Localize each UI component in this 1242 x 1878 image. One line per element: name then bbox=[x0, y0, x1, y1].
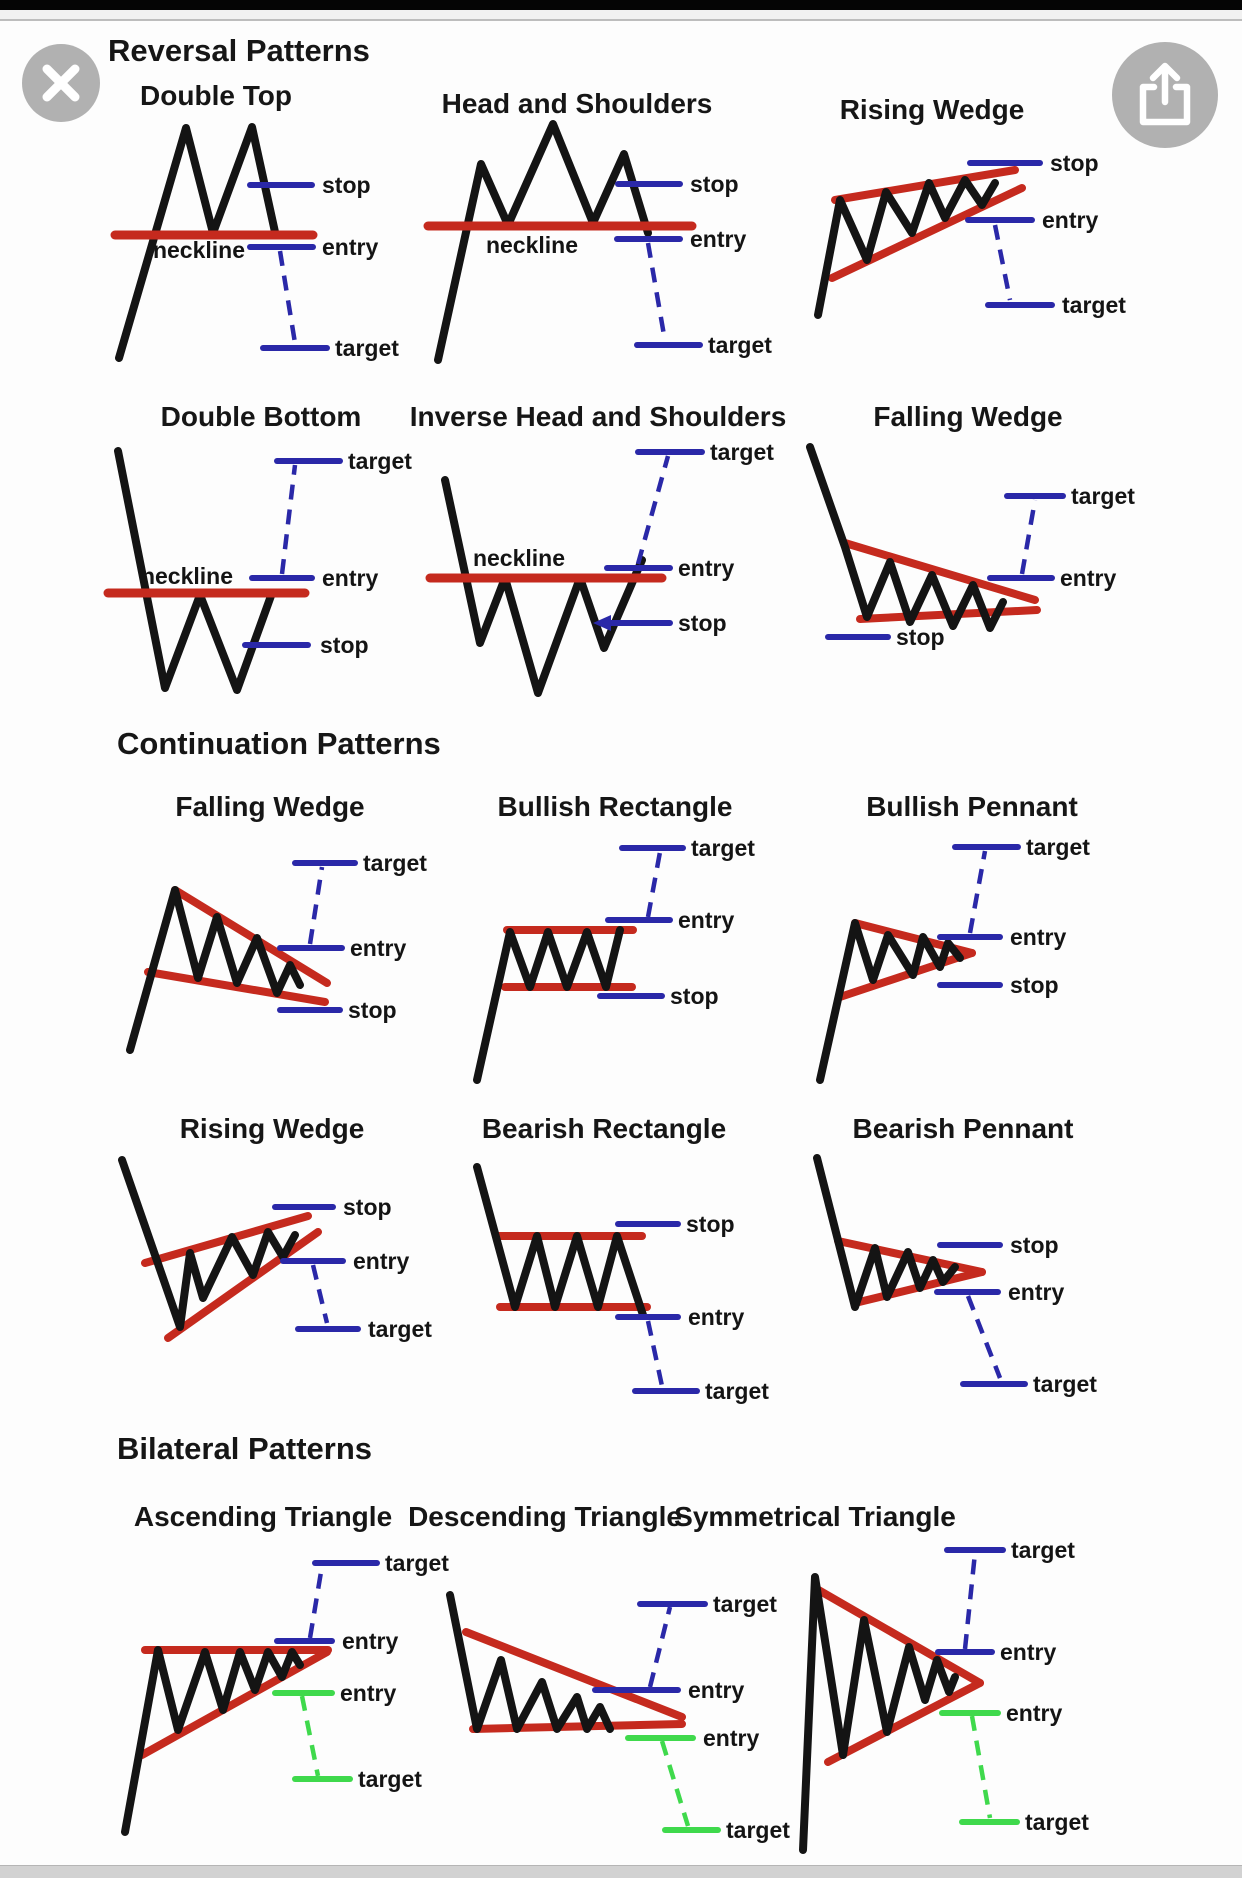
target-label: target bbox=[335, 335, 399, 361]
target-label: target bbox=[710, 439, 774, 465]
stop-label: stop bbox=[322, 172, 371, 198]
target-label: target bbox=[1062, 292, 1126, 318]
pattern-title-descending-triangle: Descending Triangle bbox=[408, 1501, 682, 1532]
falling-wedge-continuation-diagram bbox=[90, 780, 440, 1110]
section-title-bilateral: Bilateral Patterns bbox=[117, 1431, 372, 1466]
pattern-title-head-and-shoulders: Head and Shoulders bbox=[441, 88, 713, 119]
price-line bbox=[130, 890, 300, 1050]
entry-target-connector bbox=[648, 852, 660, 917]
pattern-title-bearish-rectangle: Bearish Rectangle bbox=[481, 1113, 727, 1144]
pattern-title-double-bottom: Double Bottom bbox=[160, 401, 362, 432]
entry-target-connector bbox=[995, 225, 1010, 300]
stop-label: stop bbox=[690, 171, 739, 197]
target-down-label: target bbox=[726, 1817, 790, 1843]
target-label: target bbox=[691, 835, 755, 861]
stop-label: stop bbox=[678, 610, 727, 636]
entry-label: entry bbox=[322, 234, 379, 260]
entry-target-connector bbox=[968, 1296, 1000, 1378]
target-up-label: target bbox=[1011, 1537, 1075, 1563]
double-top-diagram bbox=[90, 75, 400, 370]
entry-target-connector bbox=[648, 1321, 662, 1386]
entry-target-connector bbox=[280, 251, 295, 343]
pattern-title-double-top: Double Top bbox=[140, 80, 292, 111]
price-line bbox=[445, 480, 642, 693]
neckline-label: neckline bbox=[485, 232, 578, 258]
rising-wedge-diagram bbox=[790, 75, 1140, 330]
close-button[interactable] bbox=[22, 44, 100, 122]
browser-chrome-band bbox=[0, 10, 1242, 21]
price-line bbox=[450, 1595, 610, 1729]
pattern-title-rising-wedge-cont: Rising Wedge bbox=[179, 1113, 365, 1144]
entry-target-down-connector bbox=[662, 1741, 688, 1826]
target-label: target bbox=[705, 1378, 769, 1404]
bullish-pennant-diagram bbox=[790, 780, 1140, 1110]
stop-label: stop bbox=[343, 1194, 392, 1220]
entry-down-label: entry bbox=[1006, 1700, 1063, 1726]
bearish-rectangle-diagram bbox=[440, 1095, 790, 1430]
stop-label: stop bbox=[1010, 972, 1059, 998]
support-line bbox=[473, 1724, 682, 1729]
entry-target-connector bbox=[648, 243, 665, 341]
stop-label: stop bbox=[896, 624, 945, 650]
entry-target-connector bbox=[1022, 500, 1035, 574]
close-icon bbox=[22, 44, 100, 122]
entry-target-down-connector bbox=[972, 1716, 990, 1818]
price-line bbox=[477, 1167, 643, 1315]
entry-down-label: entry bbox=[703, 1725, 760, 1751]
pattern-title-ascending-triangle: Ascending Triangle bbox=[133, 1501, 393, 1532]
entry-up-label: entry bbox=[688, 1677, 745, 1703]
entry-label: entry bbox=[1060, 565, 1117, 591]
entry-target-connector bbox=[638, 456, 668, 564]
entry-down-label: entry bbox=[340, 1680, 397, 1706]
entry-label: entry bbox=[1042, 207, 1099, 233]
entry-label: entry bbox=[1008, 1279, 1065, 1305]
pattern-title-bearish-pennant: Bearish Pennant bbox=[852, 1113, 1074, 1144]
entry-target-down-connector bbox=[302, 1696, 318, 1776]
entry-label: entry bbox=[690, 226, 747, 252]
target-up-label: target bbox=[713, 1591, 777, 1617]
head-and-shoulders-diagram bbox=[420, 75, 772, 370]
stop-label: stop bbox=[348, 997, 397, 1023]
entry-target-connector bbox=[310, 867, 322, 944]
pattern-title-falling-wedge-cont: Falling Wedge bbox=[175, 791, 365, 822]
entry-target-connector bbox=[282, 465, 295, 574]
ascending-triangle-diagram bbox=[90, 1495, 450, 1860]
bullish-rectangle-diagram bbox=[440, 780, 790, 1110]
target-down-label: target bbox=[1025, 1809, 1089, 1835]
rising-wedge-continuation-diagram bbox=[90, 1095, 440, 1420]
target-label: target bbox=[708, 332, 772, 358]
falling-wedge-diagram bbox=[790, 370, 1140, 680]
pattern-title-inverse-head-and-shoulders: Inverse Head and Shoulders bbox=[409, 401, 787, 432]
inverse-head-and-shoulders-diagram bbox=[410, 370, 780, 720]
upper-trendline bbox=[815, 1588, 980, 1683]
entry-target-connector bbox=[313, 1265, 327, 1323]
target-label: target bbox=[1026, 834, 1090, 860]
price-line bbox=[477, 930, 620, 1080]
pattern-title-bullish-rectangle: Bullish Rectangle bbox=[497, 791, 733, 822]
entry-label: entry bbox=[678, 555, 735, 581]
symmetrical-triangle-diagram bbox=[700, 1495, 1140, 1865]
price-line bbox=[810, 447, 1003, 628]
stop-label: stop bbox=[1010, 1232, 1059, 1258]
target-label: target bbox=[1071, 483, 1135, 509]
price-line bbox=[803, 1577, 955, 1850]
target-label: target bbox=[368, 1316, 432, 1342]
neckline-label: neckline bbox=[472, 545, 565, 571]
entry-target-connector bbox=[970, 851, 985, 933]
stop-label: stop bbox=[686, 1211, 735, 1237]
entry-label: entry bbox=[353, 1248, 410, 1274]
entry-label: entry bbox=[1010, 924, 1067, 950]
entry-label: entry bbox=[678, 907, 735, 933]
status-bar bbox=[0, 0, 1242, 10]
double-bottom-diagram bbox=[90, 370, 420, 700]
bottom-bar bbox=[0, 1865, 1242, 1878]
target-label: target bbox=[348, 448, 412, 474]
entry-label: entry bbox=[322, 565, 379, 591]
entry-target-up-connector bbox=[650, 1607, 670, 1687]
neckline-label: neckline bbox=[140, 563, 233, 589]
target-label: target bbox=[363, 850, 427, 876]
lower-trendline bbox=[832, 188, 1022, 278]
target-up-label: target bbox=[385, 1550, 449, 1576]
entry-up-label: entry bbox=[342, 1628, 399, 1654]
neckline-label: neckline bbox=[152, 237, 245, 263]
section-title-continuation: Continuation Patterns bbox=[117, 726, 441, 761]
stop-label: stop bbox=[1050, 150, 1099, 176]
stop-label: stop bbox=[320, 632, 369, 658]
stop-label: stop bbox=[670, 983, 719, 1009]
pattern-title-rising-wedge: Rising Wedge bbox=[839, 94, 1025, 125]
section-title-reversal: Reversal Patterns bbox=[108, 33, 370, 68]
bearish-pennant-diagram bbox=[790, 1095, 1140, 1430]
target-down-label: target bbox=[358, 1766, 422, 1792]
pattern-title-falling-wedge: Falling Wedge bbox=[873, 401, 1063, 432]
target-label: target bbox=[1033, 1371, 1097, 1397]
entry-target-up-connector bbox=[965, 1553, 975, 1649]
entry-up-label: entry bbox=[1000, 1639, 1057, 1665]
entry-label: entry bbox=[350, 935, 407, 961]
pattern-title-bullish-pennant: Bullish Pennant bbox=[866, 791, 1078, 822]
entry-target-up-connector bbox=[310, 1566, 322, 1638]
pattern-title-symmetrical-triangle: Symmetrical Triangle bbox=[674, 1501, 956, 1532]
entry-label: entry bbox=[688, 1304, 745, 1330]
